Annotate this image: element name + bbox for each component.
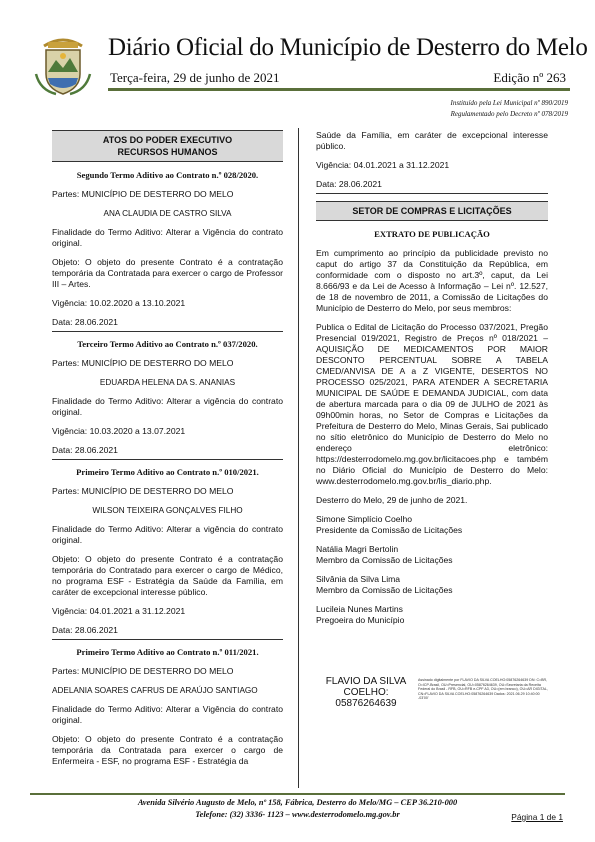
contract-person: EDUARDA HELENA DA S. ANANIAS	[99, 378, 236, 387]
contract-date: Data: 28.06.2021	[52, 625, 118, 635]
contract-title: Terceiro Termo Aditivo ao Contrato n.º 037/2020.	[77, 339, 258, 349]
digital-signature-details: Assinado digitalmente por FLAVIO DA SILVA COELHO:05876264639 DN: C=BR, O=ICP-Brasil, OU=Presencial, OU=05876264639, OU=Secretaria da Receita Federal do Brasil - RFB, OU=RFB e-CPF A3, OU=(em branco), OU=AR DIGITAL, CN=FLAVIO DA SILVA COELHO:05876264639 Dados: 2021.06.29 10:40:00 -03'00'	[418, 678, 548, 701]
footer-contact: Telefone: (32) 3336- 1123 – www.desterrodomelo.mg.gov.br	[195, 810, 400, 819]
separator	[316, 193, 548, 194]
right-column	[316, 130, 548, 634]
contract-person: ANA CLAUDIA DE CASTRO SILVA	[103, 209, 232, 218]
contract-title: Primeiro Termo Aditivo ao Contrato n.º 010/2021.	[76, 467, 259, 477]
contract-object: Objeto: O objeto do presente Contrato é a contratação temporária da Contratada para exercer o cargo de Professor III – Artes.	[52, 257, 283, 289]
edition-number: Edição nº 263	[493, 70, 566, 85]
signatory	[316, 604, 548, 626]
digital-signer-name	[318, 676, 414, 709]
contract-person: WILSON TEIXEIRA GONÇALVES FILHO	[92, 506, 243, 515]
legal-basis-law: Instituído pela Lei Municipal nº 890/2019	[450, 99, 568, 107]
signer-id-line: 05876264639	[335, 698, 397, 709]
contract-validity: Vigência: 04.01.2021 a 31.12.2021	[52, 606, 186, 616]
section-subtitle: RECURSOS HUMANOS	[117, 147, 218, 157]
contract-validity: Vigência: 04.01.2021 a 31.12.2021	[316, 160, 450, 170]
extract-title: EXTRATO DE PUBLICAÇÃO	[374, 229, 490, 239]
footer-rule	[30, 793, 565, 795]
gazette-title: Diário Oficial do Município de Desterro do Melo	[108, 34, 588, 61]
contract-parties: Partes: MUNICÍPIO DE DESTERRO DO MELO	[52, 666, 234, 676]
signatory-role: Pregoeira do Município	[316, 615, 405, 625]
contract-object-continued: Saúde da Família, em caráter de excepcional interesse público.	[316, 130, 548, 151]
place-and-date: Desterro do Melo, 29 de junho de 2021.	[316, 495, 468, 505]
header-rule	[108, 88, 570, 91]
section-executive-header	[52, 130, 283, 162]
contract-purpose: Finalidade do Termo Aditivo: Alterar a Vigência do contrato original.	[52, 227, 283, 248]
signatory	[316, 544, 548, 566]
contract-date: Data: 28.06.2021	[316, 179, 382, 189]
left-column	[52, 130, 283, 775]
signatory-name: Natália Magri Bertolin	[316, 544, 399, 554]
contract-title: Segundo Termo Aditivo ao Contrato n.º 028/2020.	[76, 170, 259, 180]
contract-object: Objeto: O objeto do presente Contrato é a contratação temporária da Contratada para exercer o cargo de Enfermeira - ESF, no programa ESF - Estratégia da	[52, 734, 283, 766]
signatory-role: Membro da Comissão de Licitações	[316, 555, 453, 565]
contract-validity: Vigência: 10.03.2020 a 13.07.2021	[52, 426, 186, 436]
digital-signature-stamp	[318, 676, 550, 716]
municipal-coat-of-arms-icon	[34, 34, 92, 96]
section-procurement-header: SETOR DE COMPRAS E LICITAÇÕES	[316, 201, 548, 221]
page-number: Página 1 de 1	[511, 812, 563, 822]
signatory-name: Simone Simplício Coelho	[316, 514, 413, 524]
contract-purpose: Finalidade do Termo Aditivo: Alterar a vigência do contrato original.	[52, 524, 283, 545]
signatory-name: Silvânia da Silva Lima	[316, 574, 401, 584]
signer-name-line: FLAVIO DA SILVA	[325, 676, 407, 687]
legal-basis	[451, 98, 568, 120]
contract-parties: Partes: MUNICÍPIO DE DESTERRO DO MELO	[52, 189, 234, 199]
signatory-role: Membro da Comissão de Licitações	[316, 585, 453, 595]
contract-date: Data: 28.06.2021	[52, 445, 118, 455]
signer-name-line: COELHO:	[343, 687, 389, 698]
extract-intro-paragraph: Em cumprimento ao princípio da publicidade previsto no caput do artigo 37 da Constituição da República, em conformidade com o disposto no art.3º, caput, da Lei 8.666/93 e da Lei de Acesso à Informação – Lei nº. 12.527, de 18 de novembro de 2011, a Comissão de Licitações do Município de Desterro do Melo, por seus membros:	[316, 248, 548, 313]
contract-purpose: Finalidade do Termo Aditivo: Alterar a vigência do contrato original.	[52, 396, 283, 417]
contract-parties: Partes: MUNICÍPIO DE DESTERRO DO MELO	[52, 486, 234, 496]
contract-purpose: Finalidade do Termo Aditivo: Alterar a Vigência do contrato original.	[52, 704, 283, 725]
contract-title: Primeiro Termo Aditivo ao Contrato n.º 011/2021.	[76, 647, 259, 657]
contract-parties: Partes: MUNICÍPIO DE DESTERRO DO MELO	[52, 358, 234, 368]
signatory-name: Lucileia Nunes Martins	[316, 604, 403, 614]
section-title: ATOS DO PODER EXECUTIVO	[102, 135, 233, 145]
column-divider	[298, 128, 299, 788]
signatory-role: Presidente da Comissão de Licitações	[316, 525, 463, 535]
signatory	[316, 574, 548, 596]
contract-validity: Vigência: 10.02.2020 a 13.10.2021	[52, 298, 186, 308]
extract-notice-paragraph: Publica o Edital de Licitação do Processo 037/2021, Pregão Presencial 019/2021, Registro de Preços nº 018/2021 – AQUISIÇÃO DE MEDICAMENTOS POR MAIOR DESCONTO PERCENTUAL SOBRE A TABELA CMED/ANVISA DE A a Z VIGENTE, DESERTOS NO PROCESSO 025/2021, PARA ATENDER A SECRETARIA MUNICIPAL DE SAÚDE E DEMANDA JUDICIAL, com data de abertura marcada para o dia 09 de JULHO de 2021 às 09h00min horas, no Setor de Compras e Licitações da Prefeitura de Desterro do Melo, Minas Gerais, Sai publicado no sítio eletrônico do Município de Desterro do Melo no endereço eletrônico: https://desterrodomelo.mg.gov.br/licitacoes.php e também no Diário Oficial do Município de Desterro do Melo: www.desterrodomelo.mg.gov.br/lis_diario.php.	[316, 322, 548, 486]
contract-object: Objeto: O objeto do presente Contrato é a contratação temporária do Contratado para exercer o cargo de Médico, no programa ESF - Estratégia da Saúde da Família, em caráter de excepcional interesse público.	[52, 554, 283, 597]
contract-date: Data: 28.06.2021	[52, 317, 118, 327]
separator	[52, 331, 283, 332]
issue-date: Terça-feira, 29 de junho de 2021	[110, 70, 280, 85]
signatory	[316, 514, 548, 536]
separator	[52, 459, 283, 460]
contract-person: ADELANIA SOARES CAFRUS DE ARAÚJO SANTIAGO	[52, 686, 258, 695]
page-header	[30, 28, 588, 120]
footer-address: Avenida Silvério Augusto de Melo, nº 158, Fábrica, Desterro do Melo/MG – CEP 36.210-000	[137, 798, 458, 807]
legal-basis-decree: Regulamentado pelo Decreto nº 078/2019	[450, 110, 568, 118]
separator	[52, 639, 283, 640]
